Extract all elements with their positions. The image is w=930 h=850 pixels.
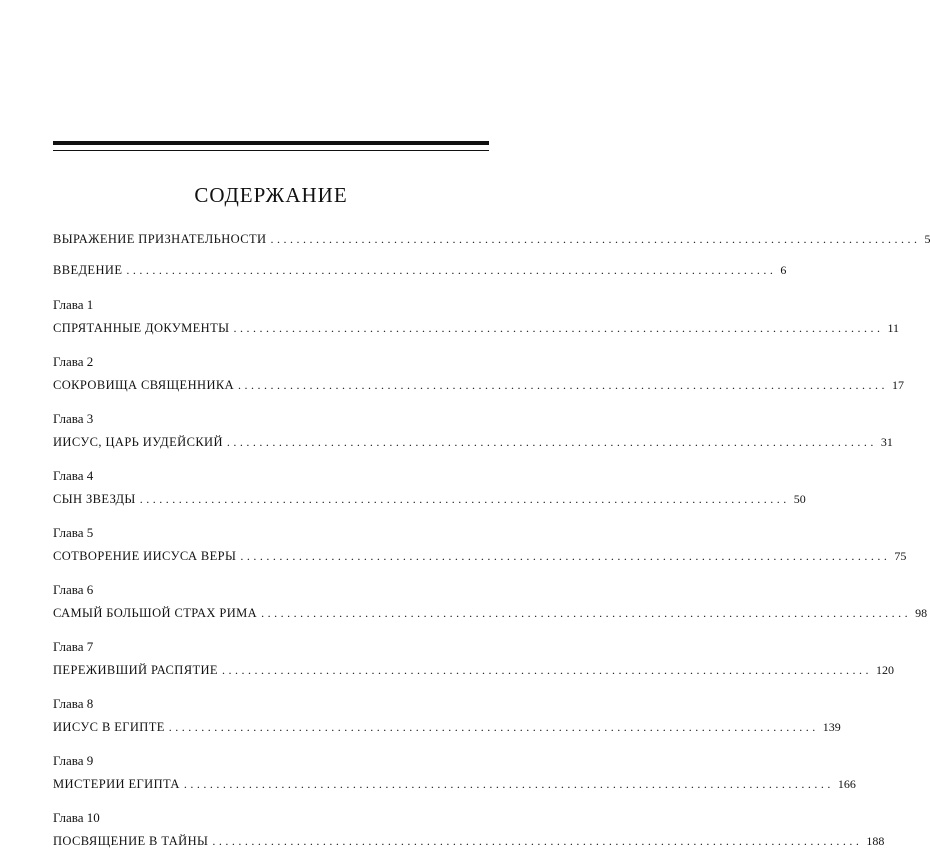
dot-leader: .................................................................................................... bbox=[238, 378, 889, 392]
toc-entry-chapter-6[interactable] bbox=[53, 581, 928, 622]
dot-leader: .................................................................................................... bbox=[233, 321, 884, 335]
chapter-label: Глава 5 bbox=[53, 525, 94, 540]
toc-row bbox=[53, 775, 856, 793]
page-number: 11 bbox=[887, 321, 899, 335]
entry-title: ВВЕДЕНИЕ bbox=[53, 263, 123, 277]
chapter-label: Глава 1 bbox=[53, 297, 94, 312]
dot-leader: .................................................................................................... bbox=[212, 834, 863, 848]
toc-entry-chapter-8[interactable] bbox=[53, 695, 841, 736]
entry-title: ПЕРЕЖИВШИЙ РАСПЯТИЕ bbox=[53, 663, 218, 677]
toc-row bbox=[53, 319, 899, 337]
toc-entry-chapter-1[interactable] bbox=[53, 296, 899, 337]
chapter-label: Глава 4 bbox=[53, 468, 94, 483]
page-number: 75 bbox=[894, 549, 907, 563]
toc-row bbox=[53, 718, 841, 736]
entry-title: СОКРОВИЩА СВЯЩЕННИКА bbox=[53, 378, 235, 392]
page-number: 120 bbox=[875, 663, 894, 677]
page-number: 98 bbox=[915, 606, 928, 620]
page-number: 139 bbox=[822, 720, 841, 734]
chapter-label: Глава 9 bbox=[53, 753, 94, 768]
toc-entry-chapter-5[interactable] bbox=[53, 524, 907, 565]
thin-rule bbox=[53, 150, 489, 151]
dot-leader: .................................................................................................... bbox=[139, 492, 790, 506]
toc-entry-chapter-7[interactable] bbox=[53, 638, 894, 679]
page-number: 6 bbox=[780, 263, 787, 277]
thick-rule bbox=[53, 141, 489, 145]
header-rules bbox=[53, 141, 489, 151]
entry-title: МИСТЕРИИ ЕГИПТА bbox=[53, 777, 180, 791]
toc-row bbox=[53, 230, 930, 248]
toc-row bbox=[53, 261, 787, 279]
page-number: 50 bbox=[793, 492, 806, 506]
page-number: 5 bbox=[924, 232, 930, 246]
dot-leader: .................................................................................................... bbox=[226, 435, 877, 449]
dot-leader: .................................................................................................... bbox=[221, 663, 872, 677]
chapter-label: Глава 10 bbox=[53, 810, 100, 825]
toc-entry-introduction[interactable] bbox=[53, 261, 787, 279]
entry-title: ВЫРАЖЕНИЕ ПРИЗНАТЕЛЬНОСТИ bbox=[53, 232, 267, 246]
entry-title: СЫН ЗВЕЗДЫ bbox=[53, 492, 136, 506]
entry-title: ИИСУС, ЦАРЬ ИУДЕЙСКИЙ bbox=[53, 435, 223, 449]
toc-title: СОДЕРЖАНИЕ bbox=[194, 183, 348, 207]
toc-row bbox=[53, 604, 928, 622]
dot-leader: .................................................................................................... bbox=[270, 232, 921, 246]
toc-entry-chapter-2[interactable] bbox=[53, 353, 905, 394]
dot-leader: .................................................................................................... bbox=[240, 549, 891, 563]
toc-entry-chapter-9[interactable] bbox=[53, 752, 856, 793]
toc-list bbox=[53, 230, 930, 850]
toc-row bbox=[53, 832, 885, 850]
toc-row bbox=[53, 547, 907, 565]
entry-title: САМЫЙ БОЛЬШОЙ СТРАХ РИМА bbox=[53, 606, 258, 620]
page-number: 188 bbox=[866, 834, 885, 848]
chapter-label: Глава 2 bbox=[53, 354, 94, 369]
entry-title: ПОСВЯЩЕНИЕ В ТАЙНЫ bbox=[53, 834, 209, 848]
page-number: 166 bbox=[837, 777, 856, 791]
entry-title: ИИСУС В ЕГИПТЕ bbox=[53, 720, 165, 734]
dot-leader: .................................................................................................... bbox=[183, 777, 834, 791]
toc-entry-chapter-3[interactable] bbox=[53, 410, 893, 451]
toc-row bbox=[53, 376, 905, 394]
dot-leader: .................................................................................................... bbox=[261, 606, 912, 620]
entry-title: СПРЯТАННЫЕ ДОКУМЕНТЫ bbox=[53, 321, 230, 335]
toc-entry-acknowledgements[interactable] bbox=[53, 230, 930, 248]
chapter-label: Глава 3 bbox=[53, 411, 94, 426]
chapter-label: Глава 7 bbox=[53, 639, 94, 654]
toc-row bbox=[53, 661, 894, 679]
toc-entry-chapter-4[interactable] bbox=[53, 467, 806, 508]
page-number: 17 bbox=[892, 378, 905, 392]
toc-row bbox=[53, 433, 893, 451]
entry-title: СОТВОРЕНИЕ ИИСУСА ВЕРЫ bbox=[53, 549, 237, 563]
page-number: 31 bbox=[880, 435, 893, 449]
chapter-label: Глава 6 bbox=[53, 582, 94, 597]
toc-row bbox=[53, 490, 806, 508]
dot-leader: .................................................................................................... bbox=[168, 720, 819, 734]
toc-entry-chapter-10[interactable] bbox=[53, 809, 885, 850]
chapter-label: Глава 8 bbox=[53, 696, 94, 711]
dot-leader: .................................................................................................... bbox=[126, 263, 777, 277]
